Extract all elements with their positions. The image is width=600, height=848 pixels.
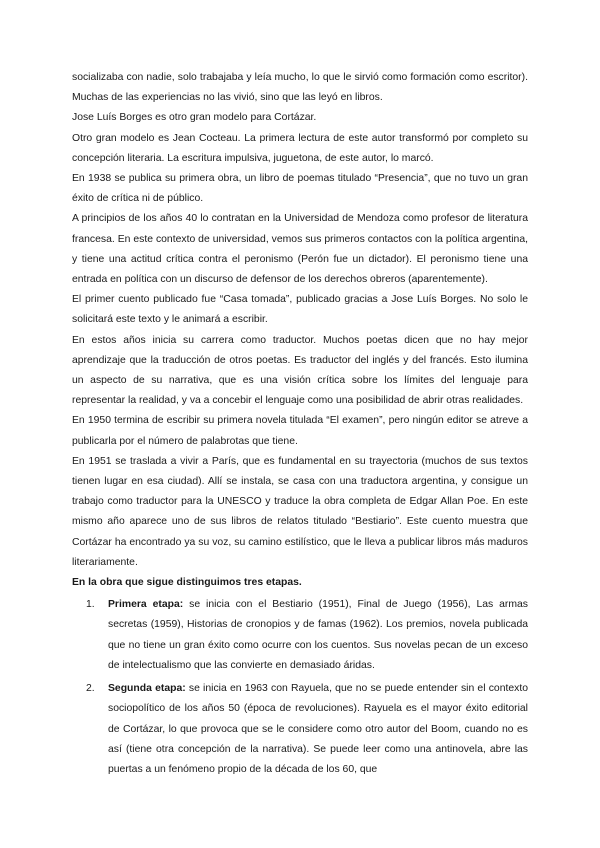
stage-title: Segunda etapa: bbox=[108, 683, 186, 695]
stage-text: se inicia en 1963 con Rayuela, que no se puede entender sin el contexto sociopolítico de los años 50 (época de revoluciones). Rayuela es el mayor éxito editorial de Cortázar, lo que provoca que se le considere como otro autor del Boom, cuando no es así (tiene otra concepción de la narrativa). Se puede leer como una antinovela, abre las puertas a un fenómeno propio de la década de los 60, que bbox=[108, 683, 528, 775]
list-item bbox=[72, 595, 528, 676]
paragraph: En 1950 termina de escribir su primera novela titulada “El examen”, pero ningún editor se atreve a publicarla por el número de palabrotas que tiene. bbox=[72, 415, 528, 447]
stage-title: Primera etapa: bbox=[108, 599, 184, 611]
list-item bbox=[72, 679, 528, 780]
document-page bbox=[72, 68, 528, 783]
paragraph: A principios de los años 40 lo contratan en la Universidad de Mendoza como profesor de literatura francesa. En este contexto de universidad, vemos sus primeros contactos con la política argentina, y tiene una actitud crítica contra el peronismo (Perón fue un dictador). El peronismo tiene una entrada en política con un discurso de defensor de los derechos obreros (aparentemente). bbox=[72, 213, 528, 286]
paragraph: En estos años inicia su carrera como traductor. Muchos poetas dicen que no hay mejor aprendizaje que la traducción de otros poetas. Es traductor del inglés y del francés. Esto ilumina un aspecto de su narrativa, que es una visión crítica sobre los límites del lenguaje para representar la realidad, y va a concebir el lenguaje como una posibilidad de abrir otras realidades. bbox=[72, 334, 528, 407]
list-number: 2. bbox=[86, 683, 95, 695]
paragraph: El primer cuento publicado fue “Casa tomada”, publicado gracias a Jose Luís Borges. No solo le solicitará este texto y le animará a escribir. bbox=[72, 294, 528, 326]
paragraph: Jose Luís Borges es otro gran modelo para Cortázar. bbox=[72, 112, 317, 124]
section-heading: En la obra que sigue distinguimos tres etapas. bbox=[72, 577, 302, 589]
paragraph: Otro gran modelo es Jean Cocteau. La primera lectura de este autor transformó por completo su concepción literaria. La escritura impulsiva, juguetona, de este autor, lo marcó. bbox=[72, 132, 528, 164]
stages-list bbox=[72, 595, 528, 780]
paragraph: socializaba con nadie, solo trabajaba y leía mucho, lo que le sirvió como formación como escritor). Muchas de las experiencias no las vivió, sino que las leyó en libros. bbox=[72, 72, 528, 104]
paragraph: En 1938 se publica su primera obra, un libro de poemas titulado “Presencia”, que no tuvo un gran éxito de crítica ni de público. bbox=[72, 173, 528, 205]
paragraph: En 1951 se traslada a vivir a París, que es fundamental en su trayectoria (muchos de sus textos tienen lugar en esa ciudad). Allí se instala, se casa con una traductora argentina, y consigue un trabajo como traductor para la UNESCO y traduce la obra completa de Edgar Allan Poe. En este mismo año aparece uno de sus libros de relatos titulado “Bestiario”. Este cuento muestra que Cortázar ha encontrado ya su voz, su camino estilístico, que le lleva a publicar libros más maduros literariamente. bbox=[72, 455, 528, 568]
stage-text: se inicia con el Bestiario (1951), Final de Juego (1956), Las armas secretas (1959), Historias de cronopios y de famas (1962). Los premios, novela publicada que no tiene un gran éxito como ocurre con los cuentos. Sus novelas pecan de un exceso de intelectualismo que las convierte en demasiado áridas. bbox=[108, 599, 528, 671]
list-number: 1. bbox=[86, 599, 95, 611]
